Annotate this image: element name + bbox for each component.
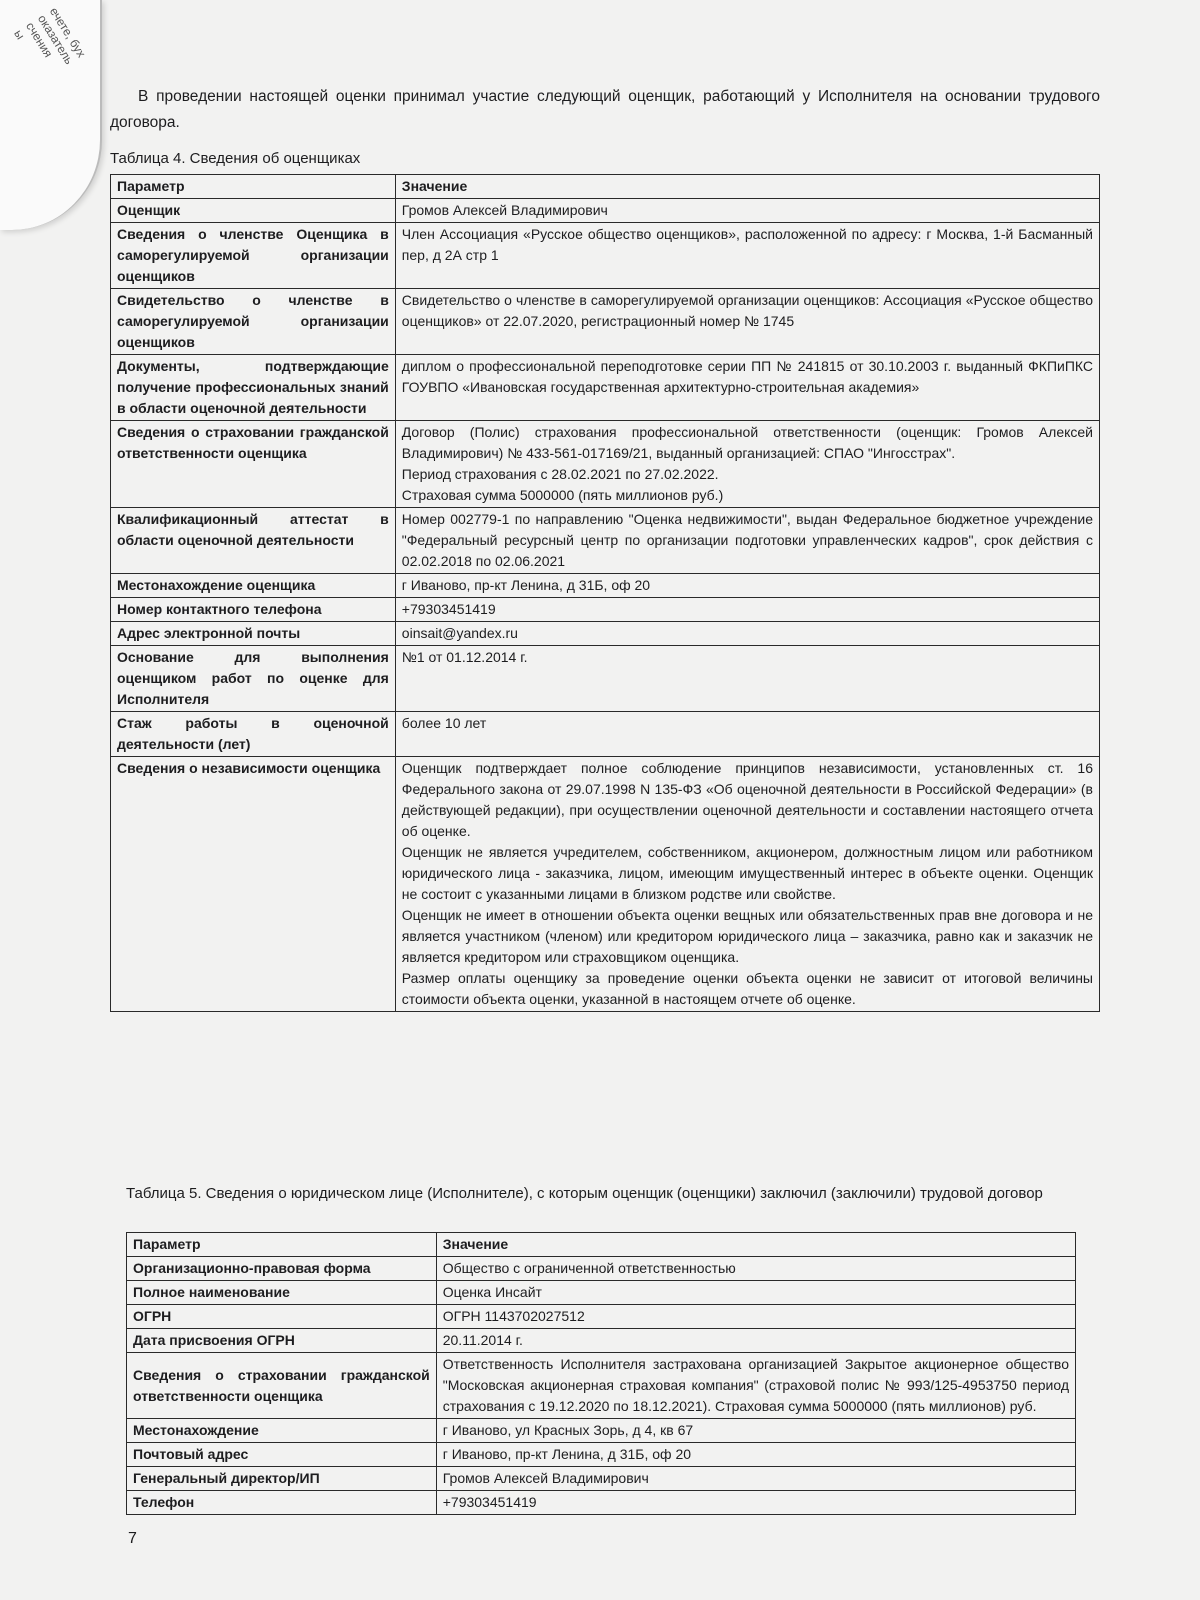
table-row <box>111 289 1100 355</box>
table5-caption: Таблица 5. Сведения о юридическом лице (Исполнителе), с которым оценщик (оценщики) заключил (заключили) трудовой договор <box>126 1185 1043 1202</box>
table-header-row <box>111 175 1100 199</box>
table-row <box>111 574 1100 598</box>
value-cell <box>395 757 1099 1012</box>
value-cell <box>395 223 1099 289</box>
table4-caption: Таблица 4. Сведения об оценщиках <box>110 150 361 167</box>
value-cell: Громов Алексей Владимирович <box>436 1467 1075 1491</box>
value-cell <box>395 622 1099 646</box>
param-cell: ОГРН <box>127 1305 437 1329</box>
table-row <box>127 1443 1076 1467</box>
value-paragraph: Размер оплаты оценщику за проведение оценки объекта оценки не зависит от итоговой величины стоимости объекта оценки, указанной в настоящем отчете об оценке. <box>401 970 1093 1007</box>
param-cell: Оценщик <box>111 199 396 223</box>
value-cell <box>395 598 1099 622</box>
table-row <box>111 421 1100 508</box>
value-cell: г Иваново, ул Красных Зорь, д 4, кв 67 <box>436 1419 1075 1443</box>
value-cell: Оценка Инсайт <box>436 1281 1075 1305</box>
param-cell: Сведения о страховании гражданской ответственности оценщика <box>111 421 396 508</box>
value-paragraph: Свидетельство о членстве в саморегулируемой организации оценщиков: Ассоциация «Русское общество оценщиков» от 22.07.2020, регистрационный номер № 1745 <box>401 292 1093 329</box>
value-paragraph: Оценщик не является учредителем, собственником, акционером, должностным лицом или работником юридического лица - заказчика, лицом, имеющим имущественный интерес в объекте оценки. Оценщик не состоит с указанными лицами в близком родстве или свойстве. <box>401 844 1093 902</box>
value-cell <box>395 712 1099 757</box>
table-row <box>111 508 1100 574</box>
table-row <box>127 1467 1076 1491</box>
table-row <box>111 757 1100 1012</box>
value-cell: г Иваново, пр-кт Ленина, д 31Б, оф 20 <box>436 1443 1075 1467</box>
value-paragraph: Оценщик не имеет в отношении объекта оценки вещных или обязательственных прав вне договора и не является участником (членом) или кредитором юридического лица – заказчика, равно как и заказчик не является кредитором или страховщиком оценщика. <box>401 907 1093 965</box>
value-cell <box>395 574 1099 598</box>
value-paragraph: Громов Алексей Владимирович <box>401 202 608 218</box>
table-row <box>111 355 1100 421</box>
param-cell: Свидетельство о членстве в саморегулируемой организации оценщиков <box>111 289 396 355</box>
table-row <box>127 1257 1076 1281</box>
param-cell: Документы, подтверждающие получение профессиональных знаний в области оценочной деятельности <box>111 355 396 421</box>
table-row <box>111 712 1100 757</box>
table-row <box>111 646 1100 712</box>
legal-entity-table <box>126 1232 1076 1515</box>
table-row <box>111 598 1100 622</box>
param-cell: Сведения о независимости оценщика <box>111 757 396 1012</box>
value-cell: Общество с ограниченной ответственностью <box>436 1257 1075 1281</box>
value-paragraph: +79303451419 <box>401 601 496 617</box>
value-cell: ОГРН 1143702027512 <box>436 1305 1075 1329</box>
param-cell: Стаж работы в оценочной деятельности (лет) <box>111 712 396 757</box>
param-cell: Сведения о страховании гражданской ответственности оценщика <box>127 1353 437 1419</box>
value-cell <box>395 355 1099 421</box>
intro-paragraph: В проведении настоящей оценки принимал участие следующий оценщик, работающий у Исполнителя на основании трудового договора. <box>110 87 1100 131</box>
param-cell: Полное наименование <box>127 1281 437 1305</box>
table-row <box>111 199 1100 223</box>
param-cell: Сведения о членстве Оценщика в саморегулируемой организации оценщиков <box>111 223 396 289</box>
param-cell: Генеральный директор/ИП <box>127 1467 437 1491</box>
param-cell: Телефон <box>127 1491 437 1515</box>
value-paragraph: oinsait@yandex.ru <box>401 625 518 641</box>
assessor-table <box>110 174 1100 1012</box>
value-cell <box>395 289 1099 355</box>
table-row <box>127 1491 1076 1515</box>
param-cell: Дата присвоения ОГРН <box>127 1329 437 1353</box>
value-paragraph: более 10 лет <box>401 715 487 731</box>
table-row <box>127 1305 1076 1329</box>
param-cell: Основание для выполнения оценщиком работ по оценке для Исполнителя <box>111 646 396 712</box>
param-cell: Организационно-правовая форма <box>127 1257 437 1281</box>
param-cell: Местонахождение <box>127 1419 437 1443</box>
value-cell <box>395 508 1099 574</box>
value-cell: Ответственность Исполнителя застрахована организацией Закрытое акционерное общество "Московская акционерная страховая компания" (страховой полис № 993/125-4953750 период страхования с 19.12.2020 по 18.12.2021). Страховая сумма 5000000 (пять миллионов) руб. <box>436 1353 1075 1419</box>
param-cell: Квалификационный аттестат в области оценочной деятельности <box>111 508 396 574</box>
value-paragraph: диплом о профессиональной переподготовке серии ПП № 241815 от 30.10.2003 г. выданный ФКПиПКС ГОУВПО «Ивановская государственная архитектурно-строительная академия» <box>401 358 1093 395</box>
table-row <box>127 1353 1076 1419</box>
value-paragraph: Номер 002779-1 по направлению "Оценка недвижимости", выдан Федеральное бюджетное учреждение "Федеральный ресурсный центр по организации подготовки управленческих кадров", срок действия с 02.02.2018 по 02.06.2021 <box>401 511 1093 569</box>
table-row <box>127 1329 1076 1353</box>
value-cell <box>395 421 1099 508</box>
table-row <box>127 1281 1076 1305</box>
value-paragraph: Страховая сумма 5000000 (пять миллионов руб.) <box>401 487 724 503</box>
value-paragraph: Договор (Полис) страхования профессиональной ответственности (оценщик: Громов Алексей Владимирович) № 433-561-017169/21, выданный организацией: СПАО "Ингосстрах". <box>401 424 1093 461</box>
previous-page-text: ечете, бух оказатель счения ы <box>11 4 89 67</box>
page-number: 7 <box>128 1530 137 1547</box>
value-paragraph: г Иваново, пр-кт Ленина, д 31Б, оф 20 <box>401 577 651 593</box>
value-cell <box>395 199 1099 223</box>
table-row <box>127 1419 1076 1443</box>
param-cell: Почтовый адрес <box>127 1443 437 1467</box>
table-row <box>111 223 1100 289</box>
header-value: Значение <box>395 175 1099 199</box>
value-paragraph: Член Ассоциация «Русское общество оценщиков», расположенной по адресу: г Москва, 1-й Басманный пер, д 2А стр 1 <box>401 226 1093 263</box>
previous-page-corner <box>0 0 102 230</box>
header-param: Параметр <box>111 175 396 199</box>
param-cell: Номер контактного телефона <box>111 598 396 622</box>
param-cell: Адрес электронной почты <box>111 622 396 646</box>
table-row <box>111 622 1100 646</box>
table-header-row <box>127 1233 1076 1257</box>
value-paragraph: Период страхования с 28.02.2021 по 27.02.2022. <box>401 466 719 482</box>
header-value: Значение <box>436 1233 1075 1257</box>
param-cell: Местонахождение оценщика <box>111 574 396 598</box>
value-cell <box>395 646 1099 712</box>
header-param: Параметр <box>127 1233 437 1257</box>
value-cell: 20.11.2014 г. <box>436 1329 1075 1353</box>
value-paragraph: №1 от 01.12.2014 г. <box>401 649 528 665</box>
value-paragraph: Оценщик подтверждает полное соблюдение принципов независимости, установленных ст. 16 Федерального закона от 29.07.1998 N 135-ФЗ «Об оценочной деятельности в Российской Федерации» (в действующей редакции), при осуществлении оценочной деятельности и составлении настоящего отчета об оценке. <box>401 760 1093 839</box>
value-cell: +79303451419 <box>436 1491 1075 1515</box>
